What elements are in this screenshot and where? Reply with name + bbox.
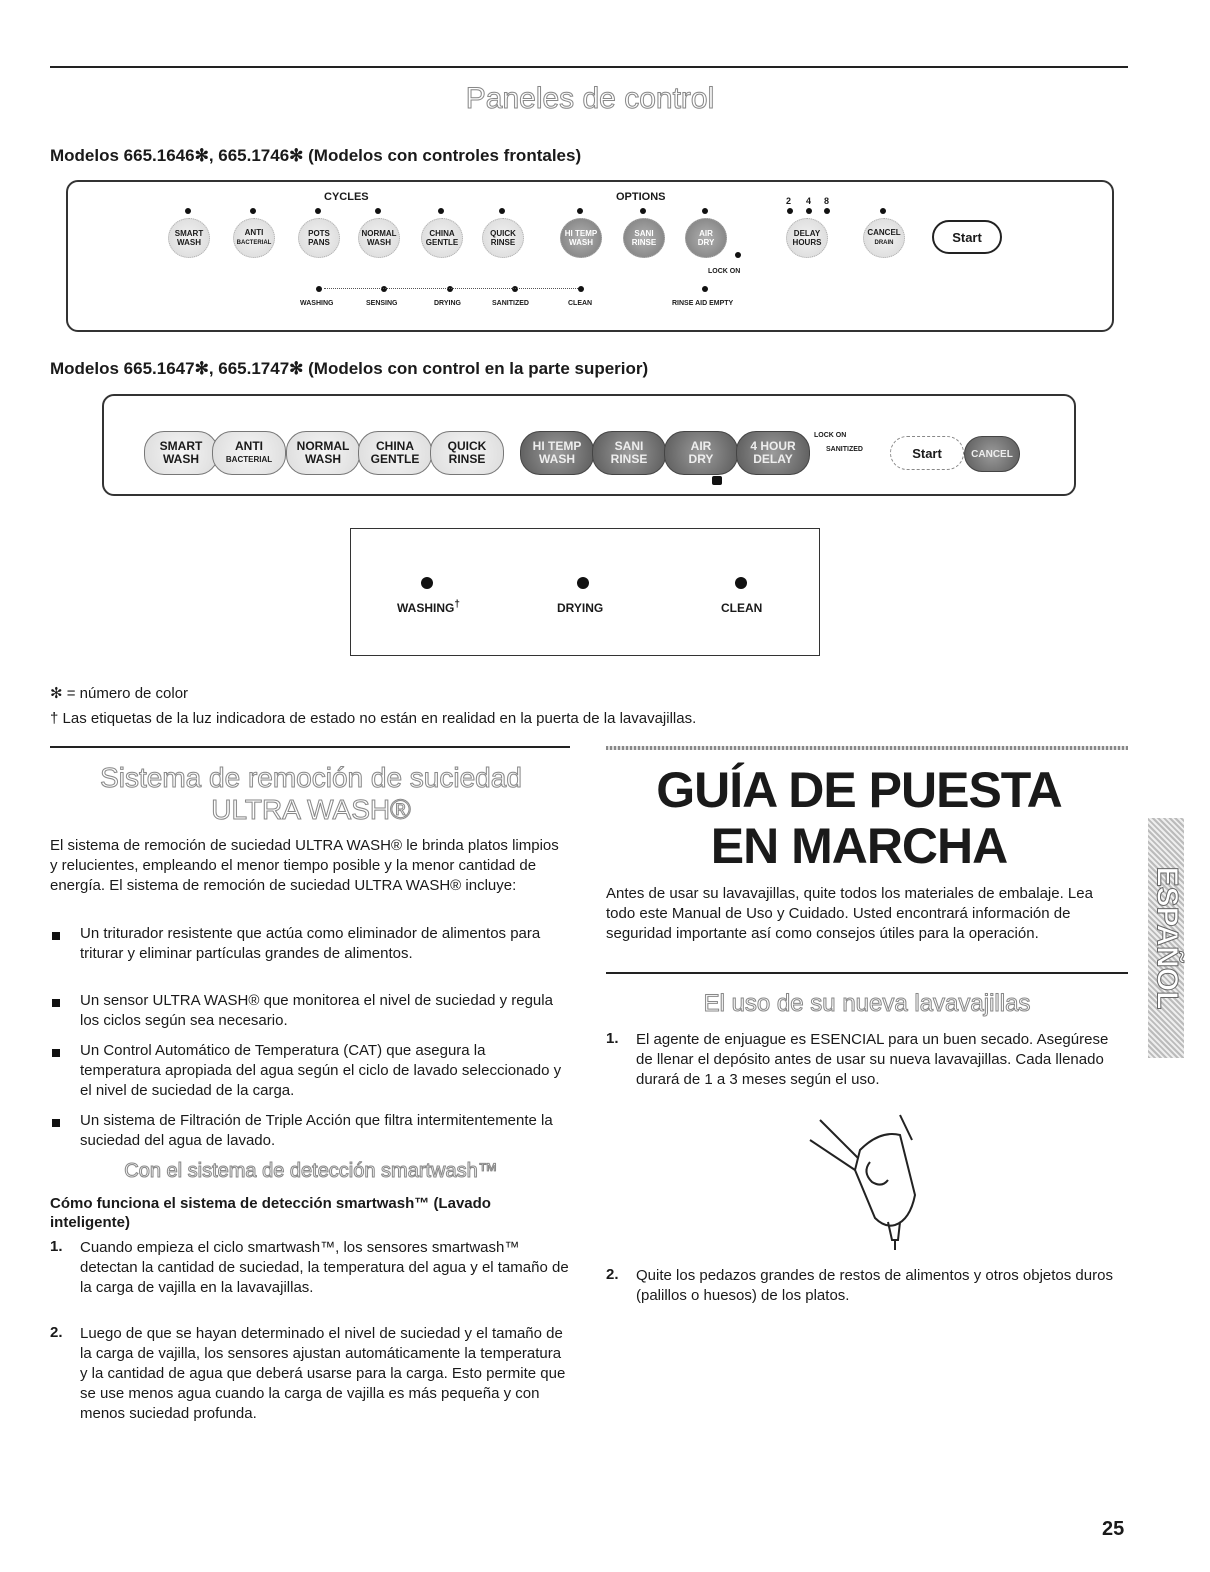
indicator-light: [315, 208, 321, 214]
getting-started-intro: Antes de usar su lavavajillas, quite todos los materiales de embalaje. Lea todo este Manual de Uso y Cuidado. Usted encontrará información de seguridad importante así como consejos útiles para la operación.: [606, 885, 1093, 942]
lock-icon: [712, 476, 722, 485]
washing-light: [421, 577, 433, 589]
indicator-light: [375, 208, 381, 214]
step-number: 2.: [50, 1324, 63, 1341]
right-column-dotted-rule: [606, 746, 1128, 750]
right-column-rule: [606, 972, 1128, 974]
indicator-light: [438, 208, 444, 214]
step-number: 1.: [50, 1238, 63, 1255]
getting-started-title: GUÍA DE PUESTA EN MARCHA: [656, 762, 1062, 874]
footnote-color-number: ✻ = número de color: [50, 685, 189, 702]
usage-step: Quite los pedazos grandes de restos de alimentos y otros objetos duros (palillos o huesos) de los platos.: [636, 1267, 1113, 1304]
sanitized-label: SANITIZED: [826, 446, 863, 453]
model2-heading: Modelos 665.1647✻, 665.1747✻ (Modelos con control en la parte superior): [50, 359, 649, 378]
anti-bacterial-button[interactable]: ANTI BACTERIAL: [212, 431, 286, 475]
sanitized-light: [512, 286, 518, 292]
status-label-drying: DRYING: [434, 300, 461, 307]
air-dry-button[interactable]: AIR DRY: [685, 218, 727, 258]
bullet-marker: [52, 1049, 60, 1057]
indicator-light: [702, 208, 708, 214]
lock-on-label: LOCK ON: [708, 268, 741, 275]
clean-light: [578, 286, 584, 292]
ultra-wash-item: Un sistema de Filtración de Triple Acción que filtra intermitentemente la suciedad del agua de lavado.: [80, 1112, 553, 1149]
indicator-light: [640, 208, 646, 214]
sani-rinse-button[interactable]: SANI RINSE: [592, 431, 666, 475]
ultra-wash-item: Un Control Automático de Temperatura (CAT) que asegura la temperatura apropiada del agua según el ciclo de lavado seleccionado y el nivel de suciedad de la carga.: [80, 1042, 562, 1099]
drying-label: DRYING: [557, 601, 604, 615]
quick-rinse-button[interactable]: QUICK RINSE: [430, 431, 504, 475]
indicator-light: [787, 208, 793, 214]
start-button[interactable]: Start: [932, 220, 1002, 254]
indicator-light: [499, 208, 505, 214]
clean-light: [735, 577, 747, 589]
status-label-clean: CLEAN: [568, 300, 593, 307]
quick-rinse-button[interactable]: QUICK RINSE: [482, 218, 524, 258]
indicator-light: [824, 208, 830, 214]
smartwash-step: Luego de que se hayan determinado el nivel de suciedad y el tamaño de la carga de vajilla, los sensores ajustan automáticamente la temperatura y la cantidad de agua que deberá usarse para la carga. Esto permite que se use menos agua cuando la carga de vajilla es más pequeña y con menos suciedad profunda.: [80, 1325, 566, 1422]
model2-control-panel: [102, 394, 1076, 496]
ultra-wash-intro: El sistema de remoción de suciedad ULTRA WASH® le brinda platos limpios y relucientes, empleando el menor tiempo posible y la menor cantidad de energía. El sistema de remoción de suciedad ULTRA WASH® incluye:: [50, 837, 559, 894]
delay-number-2: 2: [786, 196, 792, 206]
hi-temp-wash-button[interactable]: HI TEMP WASH: [520, 431, 594, 475]
indicator-light: [185, 208, 191, 214]
status-light-box: [350, 528, 820, 656]
cycles-label: CYCLES: [324, 191, 369, 203]
top-rule: [50, 66, 1128, 68]
bullet-marker: [52, 1119, 60, 1127]
language-side-tab: [1148, 818, 1184, 1058]
new-dishwasher-subtitle: El uso de su nueva lavavajillas: [703, 990, 1031, 1017]
smart-wash-button[interactable]: SMART WASH: [144, 431, 218, 475]
normal-wash-button[interactable]: NORMAL WASH: [286, 431, 360, 475]
bullet-marker: [52, 999, 60, 1007]
bullet-marker: [52, 932, 60, 940]
washing-light: [316, 286, 322, 292]
step-number: 1.: [606, 1030, 619, 1047]
sani-rinse-button[interactable]: SANI RINSE: [623, 218, 665, 258]
status-dotted-line: [324, 288, 578, 289]
rinse-aid-empty-label: RINSE AID EMPTY: [672, 300, 734, 307]
usage-step: El agente de enjuague es ESENCIAL para un buen secado. Asegúrese de llenar el depósito antes de usar su nueva lavavajillas. Cada llenado durará de 1 a 3 meses según el uso.: [636, 1031, 1109, 1088]
hi-temp-wash-button[interactable]: HI TEMP WASH: [560, 218, 602, 258]
sensing-light: [381, 286, 387, 292]
left-column-rule: [50, 746, 570, 748]
status-label-sensing: SENSING: [366, 300, 398, 307]
lock-on-light: [735, 252, 741, 258]
ultra-wash-title: Sistema de remoción de suciedad ULTRA WASH®: [100, 762, 522, 825]
normal-wash-button[interactable]: NORMAL WASH: [358, 218, 400, 258]
rinse-aid-light: [702, 286, 708, 292]
rinse-aid-bottle-illustration: [800, 1110, 940, 1260]
smartwash-subtitle: Con el sistema de detección smartwash™: [124, 1160, 498, 1182]
model1-control-panel: [66, 180, 1114, 332]
start-button[interactable]: Start: [890, 436, 964, 470]
indicator-light: [806, 208, 812, 214]
air-dry-button[interactable]: AIR DRY: [664, 431, 738, 475]
indicator-light: [880, 208, 886, 214]
washing-label: WASHING†: [397, 599, 460, 615]
cancel-button[interactable]: CANCEL: [964, 436, 1020, 472]
delay-hours-button[interactable]: DELAY HOURS: [786, 218, 828, 258]
language-side-tab-label: ESPAÑOL: [1150, 866, 1184, 1010]
smart-wash-button[interactable]: SMART WASH: [168, 218, 210, 258]
clean-label: CLEAN: [721, 601, 763, 615]
ultra-wash-item: Un triturador resistente que actúa como eliminador de alimentos para triturar y eliminar partículas grandes de alimentos.: [80, 925, 541, 962]
status-label-sanitized: SANITIZED: [492, 300, 529, 307]
indicator-light: [250, 208, 256, 214]
ultra-wash-item: Un sensor ULTRA WASH® que monitorea el nivel de suciedad y regula los ciclos según sea necesario.: [80, 992, 553, 1029]
cancel-drain-button[interactable]: CANCEL DRAIN: [863, 218, 905, 258]
lock-on-label: LOCK ON: [814, 432, 847, 439]
page-number: 25: [1102, 1518, 1125, 1540]
footnote-status-labels: † Las etiquetas de la luz indicadora de estado no están en realidad en la puerta de la lavavajillas.: [50, 710, 697, 727]
delay-number-4: 4: [806, 196, 812, 206]
delay-number-8: 8: [824, 196, 830, 206]
drying-light: [447, 286, 453, 292]
four-hour-delay-button[interactable]: 4 HOUR DELAY: [736, 431, 810, 475]
section-title-control-panels: Paneles de control: [465, 82, 715, 115]
smartwash-subheading: Cómo funciona el sistema de detección smartwash™ (Lavado inteligente): [50, 1195, 491, 1231]
china-gentle-button[interactable]: CHINA GENTLE: [421, 218, 463, 258]
step-number: 2.: [606, 1266, 619, 1283]
model1-heading: Modelos 665.1646✻, 665.1746✻ (Modelos con controles frontales): [50, 146, 582, 165]
drying-light: [577, 577, 589, 589]
anti-bacterial-button[interactable]: ANTI BACTERIAL: [233, 218, 275, 258]
status-label-washing: WASHING: [300, 300, 334, 307]
smartwash-step: Cuando empieza el ciclo smartwash™, los sensores smartwash™ detectan la cantidad de suciedad, la temperatura del agua y el tamaño de la carga de vajilla en la lavavajillas.: [80, 1239, 569, 1296]
pots-pans-button[interactable]: POTS PANS: [298, 218, 340, 258]
options-label: OPTIONS: [616, 191, 666, 203]
china-gentle-button[interactable]: CHINA GENTLE: [358, 431, 432, 475]
indicator-light: [577, 208, 583, 214]
